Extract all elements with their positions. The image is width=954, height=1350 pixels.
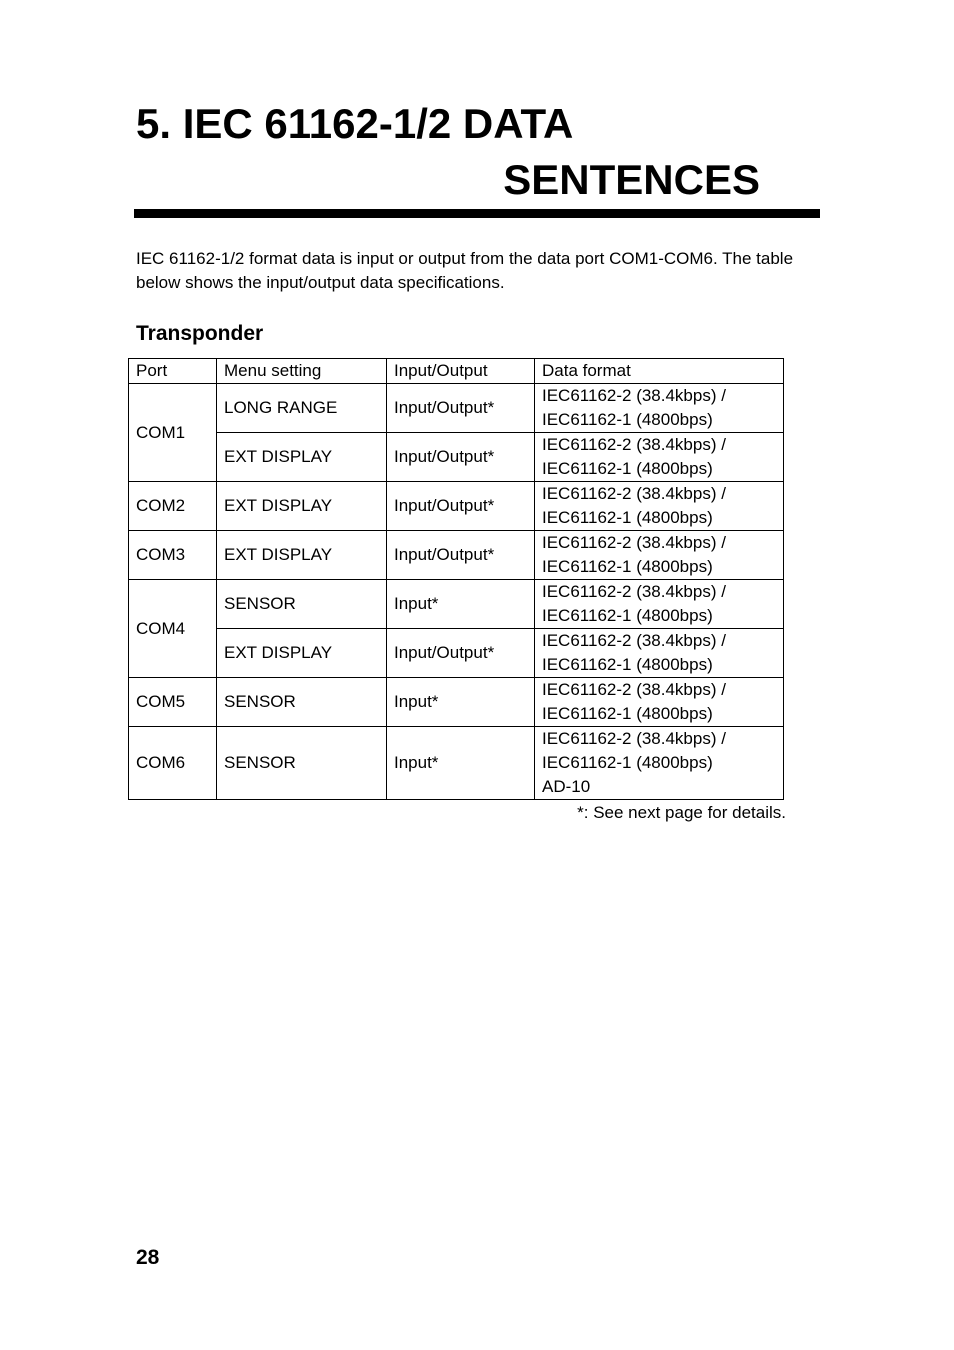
data-format-line: IEC61162-2 (38.4kbps) / bbox=[542, 386, 726, 405]
data-format-line: IEC61162-1 (4800bps) bbox=[542, 753, 713, 772]
input-output-cell: Input/Output* bbox=[387, 482, 535, 531]
io-spec-table bbox=[128, 358, 784, 800]
menu-setting-cell: LONG RANGE bbox=[217, 384, 387, 433]
table-row bbox=[129, 384, 784, 433]
table-row bbox=[129, 580, 784, 629]
port-cell: COM5 bbox=[129, 678, 217, 727]
data-format-line: IEC61162-2 (38.4kbps) / bbox=[542, 631, 726, 650]
table-row bbox=[129, 727, 784, 800]
data-format-cell bbox=[535, 482, 784, 531]
data-format-cell bbox=[535, 629, 784, 678]
data-format-line: IEC61162-2 (38.4kbps) / bbox=[542, 582, 726, 601]
data-format-cell bbox=[535, 580, 784, 629]
header-menu-setting: Menu setting bbox=[217, 359, 387, 384]
title-rule bbox=[134, 209, 820, 218]
data-format-cell bbox=[535, 678, 784, 727]
menu-setting-cell: SENSOR bbox=[217, 727, 387, 800]
port-cell: COM4 bbox=[129, 580, 217, 678]
data-format-line: IEC61162-1 (4800bps) bbox=[542, 606, 713, 625]
table-footnote: *: See next page for details. bbox=[577, 803, 786, 822]
port-cell: COM6 bbox=[129, 727, 217, 800]
table-row bbox=[129, 433, 784, 482]
data-format-line: IEC61162-1 (4800bps) bbox=[542, 410, 713, 429]
menu-setting-cell: SENSOR bbox=[217, 678, 387, 727]
data-format-line: IEC61162-2 (38.4kbps) / bbox=[542, 484, 726, 503]
data-format-line: IEC61162-2 (38.4kbps) / bbox=[542, 533, 726, 552]
input-output-cell: Input/Output* bbox=[387, 629, 535, 678]
data-format-cell bbox=[535, 384, 784, 433]
header-port: Port bbox=[129, 359, 217, 384]
menu-setting-cell: EXT DISPLAY bbox=[217, 482, 387, 531]
section-heading: Transponder bbox=[136, 322, 264, 345]
data-format-cell bbox=[535, 727, 784, 800]
header-data-format: Data format bbox=[535, 359, 784, 384]
table-row bbox=[129, 678, 784, 727]
input-output-cell: Input/Output* bbox=[387, 433, 535, 482]
port-cell: COM2 bbox=[129, 482, 217, 531]
data-format-line: IEC61162-1 (4800bps) bbox=[542, 508, 713, 527]
input-output-cell: Input* bbox=[387, 727, 535, 800]
menu-setting-cell: SENSOR bbox=[217, 580, 387, 629]
page-number: 28 bbox=[136, 1246, 160, 1269]
data-format-line: IEC61162-1 (4800bps) bbox=[542, 459, 713, 478]
table-row bbox=[129, 482, 784, 531]
chapter-title bbox=[136, 96, 776, 208]
table-row bbox=[129, 531, 784, 580]
header-input-output: Input/Output bbox=[387, 359, 535, 384]
table-row bbox=[129, 629, 784, 678]
data-format-line: AD-10 bbox=[542, 777, 591, 796]
data-format-line: IEC61162-2 (38.4kbps) / bbox=[542, 435, 726, 454]
table-header-row bbox=[129, 359, 784, 384]
data-format-cell bbox=[535, 531, 784, 580]
data-format-line: IEC61162-1 (4800bps) bbox=[542, 655, 713, 674]
input-output-cell: Input/Output* bbox=[387, 384, 535, 433]
intro-paragraph: IEC 61162-1/2 format data is input or output from the data port COM1-COM6. The table below shows the input/output data specifications. bbox=[136, 249, 794, 292]
input-output-cell: Input/Output* bbox=[387, 531, 535, 580]
data-format-line: IEC61162-1 (4800bps) bbox=[542, 557, 713, 576]
input-output-cell: Input* bbox=[387, 678, 535, 727]
chapter-title-line-1: 5. IEC 61162-1/2 DATA bbox=[136, 100, 574, 147]
input-output-cell: Input* bbox=[387, 580, 535, 629]
chapter-title-line-2: SENTENCES bbox=[503, 156, 760, 203]
port-cell: COM3 bbox=[129, 531, 217, 580]
data-format-line: IEC61162-2 (38.4kbps) / bbox=[542, 680, 726, 699]
menu-setting-cell: EXT DISPLAY bbox=[217, 433, 387, 482]
menu-setting-cell: EXT DISPLAY bbox=[217, 629, 387, 678]
data-format-cell bbox=[535, 433, 784, 482]
port-cell: COM1 bbox=[129, 384, 217, 482]
data-format-line: IEC61162-2 (38.4kbps) / bbox=[542, 729, 726, 748]
menu-setting-cell: EXT DISPLAY bbox=[217, 531, 387, 580]
data-format-line: IEC61162-1 (4800bps) bbox=[542, 704, 713, 723]
